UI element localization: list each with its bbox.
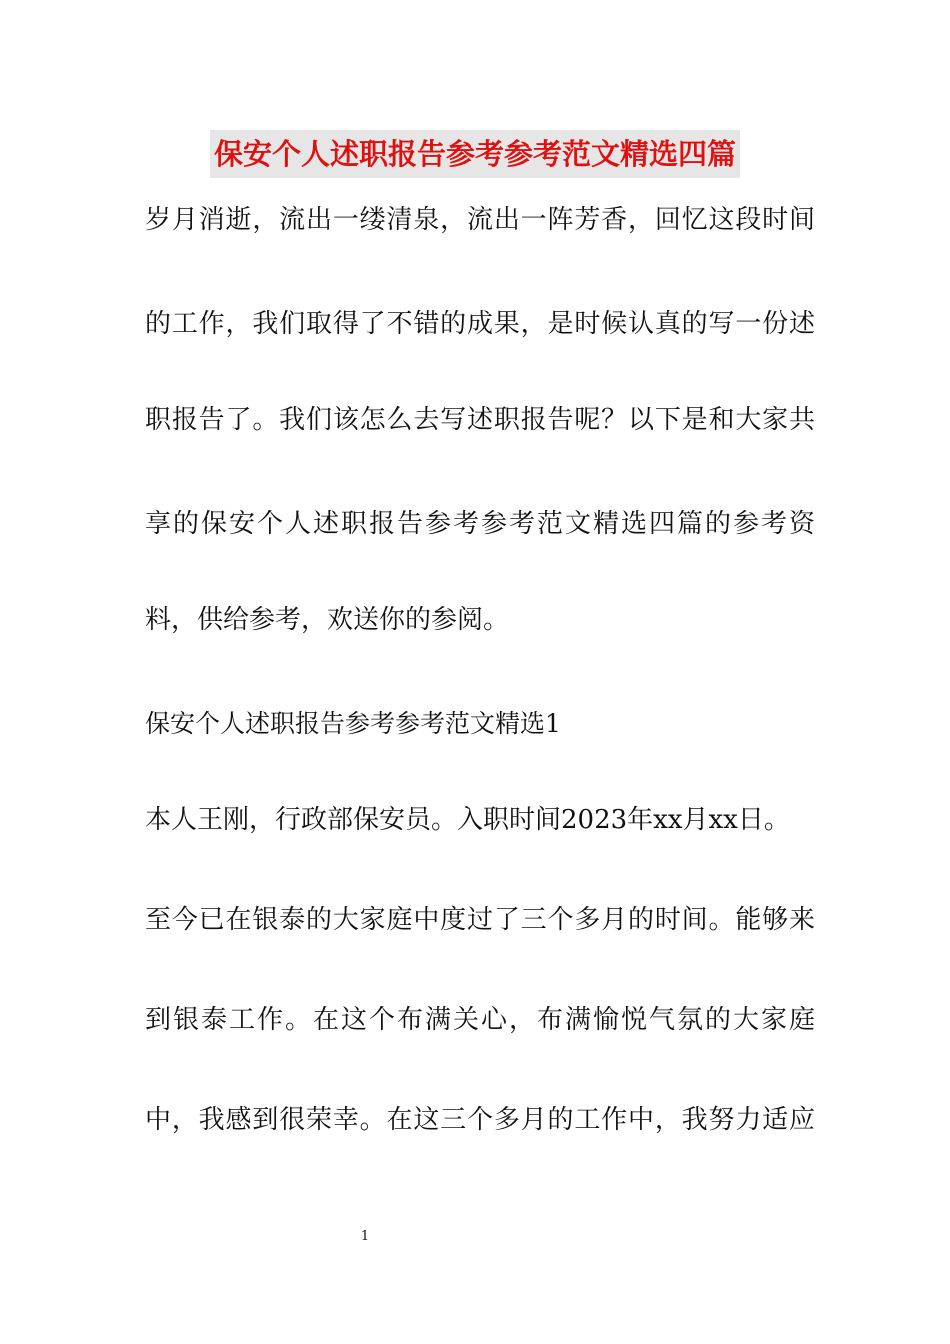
paragraph-line: 岁月消逝，流出一缕清泉，流出一阵芳香，回忆这段时间: [145, 205, 815, 235]
paragraph-line: 享的保安个人述职报告参考参考范文精选四篇的参考资: [145, 509, 815, 539]
paragraph-line: 的工作，我们取得了不错的成果，是时候认真的写一份述: [145, 309, 815, 339]
paragraph-line: 至今已在银泰的大家庭中度过了三个多月的时间。能够来: [145, 905, 815, 935]
section-heading: 保安个人述职报告参考参考范文精选1: [145, 709, 561, 738]
document-title: 保安个人述职报告参考参考范文精选四篇: [210, 130, 740, 178]
document-title-container: [0, 130, 950, 181]
paragraph-line: 中，我感到很荣幸。在这三个多月的工作中，我努力适应: [145, 1105, 815, 1135]
paragraph-line: 本人王刚，行政部保安员。入职时间2023年xx月xx日。: [145, 805, 790, 835]
paragraph-line: 职报告了。我们该怎么去写述职报告呢？以下是和大家共: [145, 405, 815, 435]
paragraph-line: 到银泰工作。在这个布满关心，布满愉悦气氛的大家庭: [145, 1005, 815, 1035]
paragraph-line: 料，供给参考，欢送你的参阅。: [145, 605, 510, 635]
page-number: 1: [360, 1229, 370, 1244]
